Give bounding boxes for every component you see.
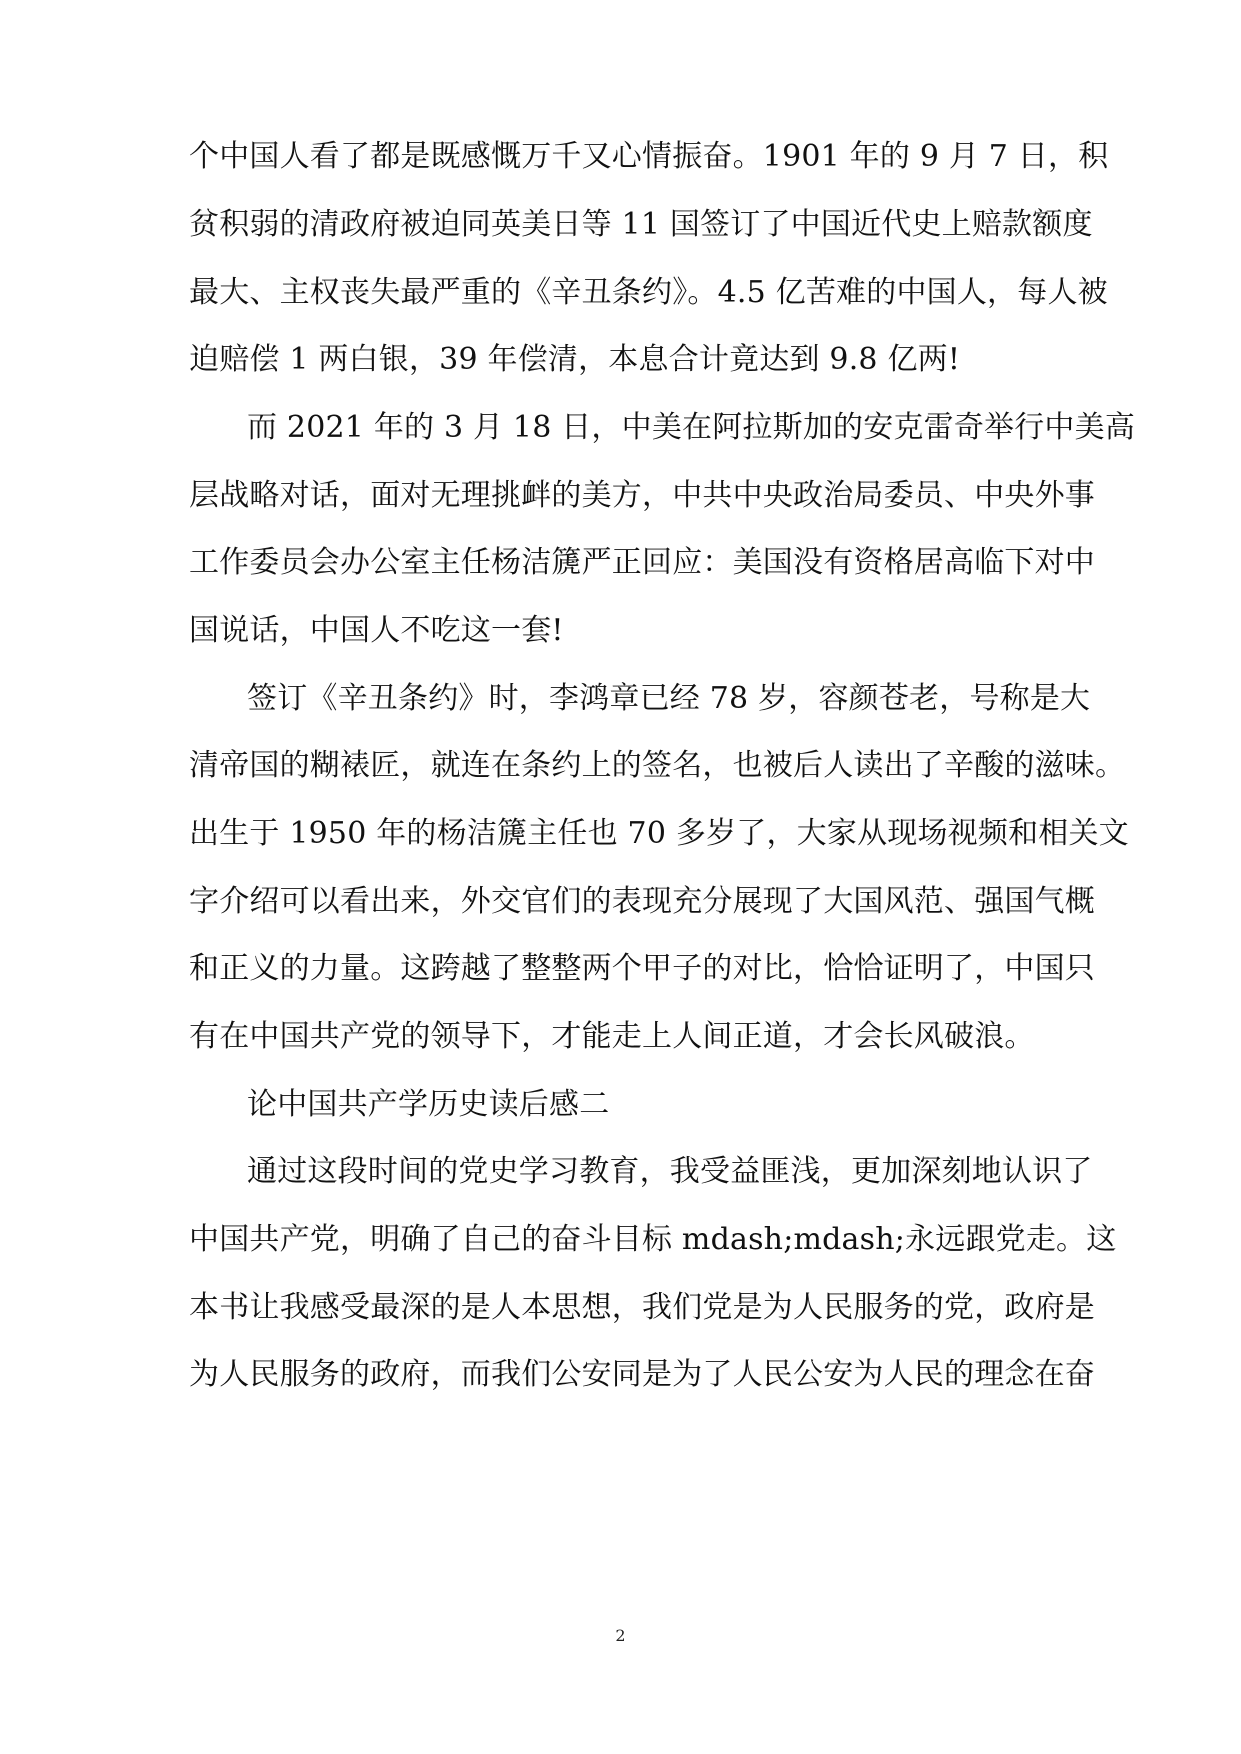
text-line-11: 出生于 1950 年的杨洁篪主任也 70 多岁了，大家从现场视频和相关文	[189, 816, 1129, 851]
text-line-2: 贫积弱的清政府被迫同英美日等 11 国签订了中国近代史上赔款额度	[189, 207, 1093, 242]
text-line-17: 中国共产党，明确了自己的奋斗目标 mdash;mdash;永远跟党走。这	[189, 1222, 1117, 1257]
text-line-8: 国说话，中国人不吃这一套!	[189, 613, 564, 648]
text-line-12: 字介绍可以看出来，外交官们的表现充分展现了大国风范、强国气概	[189, 884, 1095, 919]
text-line-3: 最大、主权丧失最严重的《辛丑条约》。4.5 亿苦难的中国人，每人被	[189, 275, 1108, 310]
text-line-4: 迫赔偿 1 两白银，39 年偿清，本息合计竟达到 9.8 亿两!	[189, 342, 961, 377]
text-line-18: 本书让我感受最深的是人本思想，我们党是为人民服务的党，政府是	[189, 1290, 1095, 1325]
text-line-13: 和正义的力量。这跨越了整整两个甲子的对比，恰恰证明了，中国只	[189, 951, 1095, 986]
text-line-5: 而 2021 年的 3 月 18 日，中美在阿拉斯加的安克雷奇举行中美高	[247, 410, 1136, 445]
text-line-9: 签订《辛丑条约》时，李鸿章已经 78 岁，容颜苍老，号称是大	[247, 681, 1091, 716]
text-line-10: 清帝国的糊裱匠，就连在条约上的签名，也被后人读出了辛酸的滋味。	[189, 748, 1126, 783]
text-line-14: 有在中国共产党的领导下，才能走上人间正道，才会长风破浪。	[189, 1019, 1035, 1054]
page-number: 2	[615, 1626, 626, 1645]
text-line-19: 为人民服务的政府，而我们公安同是为了人民公安为人民的理念在奋	[189, 1357, 1095, 1392]
text-line-16: 通过这段时间的党史学习教育，我受益匪浅，更加深刻地认识了	[247, 1154, 1093, 1189]
section-heading: 论中国共产学历史读后感二	[247, 1087, 610, 1122]
text-line-1: 个中国人看了都是既感慨万千又心情振奋。1901 年的 9 月 7 日，积	[189, 139, 1109, 174]
text-line-7: 工作委员会办公室主任杨洁篪严正回应：美国没有资格居高临下对中	[189, 545, 1095, 580]
text-line-6: 层战略对话，面对无理挑衅的美方，中共中央政治局委员、中央外事	[189, 478, 1095, 513]
